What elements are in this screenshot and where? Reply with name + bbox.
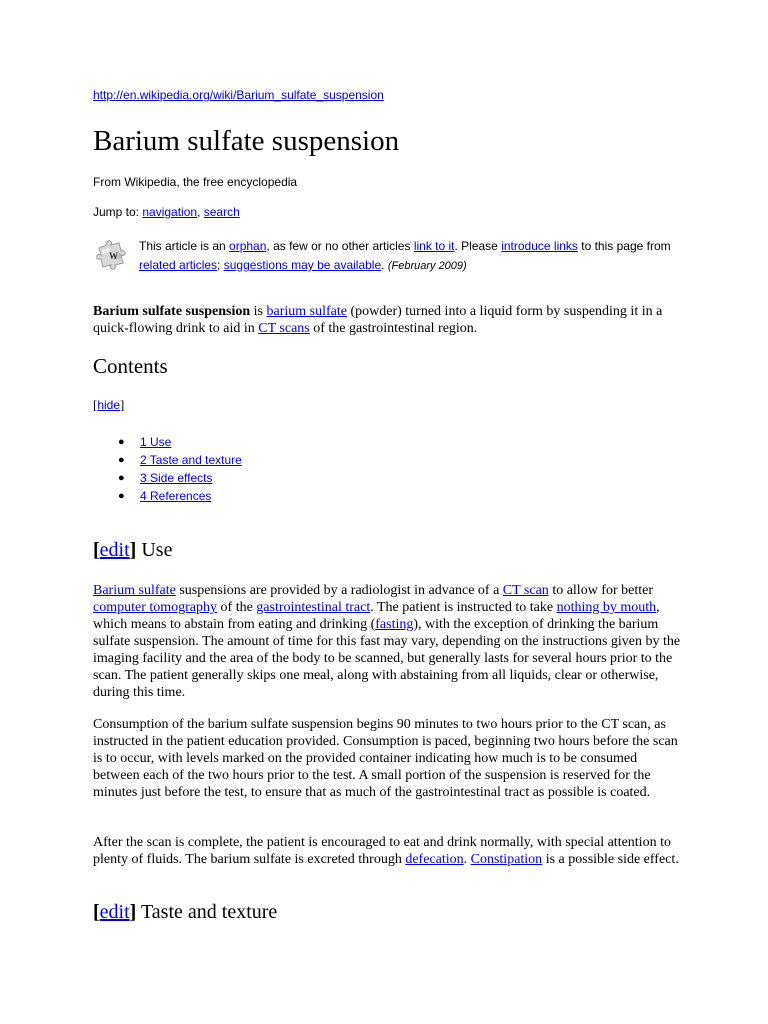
contents-hide-toggle <box>93 397 124 413</box>
intro-text-3: of the gastrointestinal region. <box>309 321 478 336</box>
use-p1-text-2: to allow for better <box>548 583 653 598</box>
toc-item <box>118 469 242 487</box>
introduce-links-link[interactable]: introduce links <box>501 239 578 253</box>
use-paragraph-3 <box>93 834 683 868</box>
use-paragraph-1 <box>93 582 683 701</box>
edit-close-bracket: ] <box>129 901 137 923</box>
toc-item <box>118 487 242 505</box>
use-p3-text-2: . <box>463 852 471 867</box>
toc-link-use[interactable]: 1 Use <box>140 435 172 449</box>
hide-link[interactable]: hide <box>97 398 121 412</box>
use-p3-text-3: is a possible side effect. <box>542 852 679 867</box>
suggestions-link[interactable]: suggestions may be available <box>223 258 382 272</box>
barium-sulfate-link-2[interactable]: Barium sulfate <box>93 583 176 598</box>
edit-taste-link[interactable]: edit <box>99 901 130 923</box>
use-p1-text-1: suspensions are provided by a radiologist in advance of a <box>175 583 503 598</box>
constipation-link[interactable]: Constipation <box>470 852 543 867</box>
table-of-contents <box>118 433 242 505</box>
notice-text-1: This article is an <box>139 239 230 253</box>
intro-paragraph <box>93 303 683 337</box>
use-p1-text-5: , which means to abstain from eating and drinking ( <box>93 600 660 632</box>
jump-navigation-link[interactable]: navigation <box>142 205 198 219</box>
ct-scans-link[interactable]: CT scans <box>258 321 310 336</box>
use-p1-text-3: of the <box>217 600 257 615</box>
page-url-link[interactable]: http://en.wikipedia.org/wiki/Barium_sulfate_suspension <box>93 88 384 102</box>
notice-text-6: . <box>381 258 388 272</box>
orphan-notice-text <box>139 237 679 276</box>
toc-bullet: ● <box>118 454 125 466</box>
wikipedia-puzzle-icon <box>93 236 131 274</box>
fasting-link[interactable]: fasting <box>375 617 414 632</box>
use-paragraph-2: Consumption of the barium sulfate suspension begins 90 minutes to two hours prior to the CT scan, as instructed in the patient education provided. Consumption is paced, beginning two hours before the scan is to occur, with levels marked on the provided container indicating how much is to be consumed between each of the two hours prior to the test. A small portion of the suspension is reserved for the minutes just before the test, to ensure that as much of the gastrointestinal tract as possible is coated. <box>93 717 678 800</box>
contents-heading: Contents <box>93 354 168 378</box>
related-articles-link[interactable]: related articles <box>139 258 218 272</box>
page-url[interactable] <box>93 88 384 102</box>
jump-to-label: Jump to: <box>93 205 143 219</box>
hide-open-bracket: [ <box>93 397 98 412</box>
section-title-taste-and-texture: Taste and texture <box>136 901 278 923</box>
intro-bold-term: Barium sulfate suspension <box>93 304 251 319</box>
jump-separator: , <box>197 205 204 219</box>
notice-text-2: , as few or no other articles <box>266 239 414 253</box>
link-to-it-link[interactable]: link to it <box>413 239 455 253</box>
section-heading-use <box>93 539 172 562</box>
page-subtitle: From Wikipedia, the free encyclopedia <box>93 175 298 189</box>
toc-item <box>118 433 242 451</box>
intro-text-2: (powder) turned into a liquid form by suspending it in a quick-flowing drink to aid in <box>93 304 663 336</box>
toc-bullet: ● <box>118 472 125 484</box>
use-p3-text-1: After the scan is complete, the patient is encouraged to eat and drink normally, with special attention to plenty of fluids. The barium sulfate is excreted through <box>93 835 671 867</box>
notice-text-5: ; <box>217 258 224 272</box>
orphan-link[interactable]: orphan <box>229 239 267 253</box>
edit-close-bracket: ] <box>129 539 137 561</box>
section-heading-taste-and-texture <box>93 901 277 924</box>
notice-text-3: . Please <box>454 239 502 253</box>
toc-item <box>118 451 242 469</box>
jump-search-link[interactable]: search <box>203 205 240 219</box>
edit-use-link[interactable]: edit <box>99 539 130 561</box>
toc-bullet: ● <box>118 490 125 502</box>
use-p1-text-6: ), with the exception of drinking the barium sulfate suspension. The amount of time for this fast may vary, depending on the instructions given by the imaging facility and the area of the body to be scanned, but generally lasts for several hours prior to the scan. The patient generally skips one meal, along with abstaining from all liquids, clear or otherwise, during this time. <box>93 617 681 700</box>
jump-to-bar <box>93 205 240 219</box>
toc-link-taste-and-texture[interactable]: 2 Taste and texture <box>140 453 242 467</box>
gastrointestinal-tract-link[interactable]: gastrointestinal tract <box>256 600 371 615</box>
use-p1-text-4: . The patient is instructed to take <box>370 600 557 615</box>
svg-text:W: W <box>109 251 118 261</box>
nothing-by-mouth-link[interactable]: nothing by mouth <box>556 600 657 615</box>
barium-sulfate-link[interactable]: barium sulfate <box>266 304 347 319</box>
edit-open-bracket: [ <box>93 539 100 561</box>
toc-bullet: ● <box>118 436 125 448</box>
notice-text-4: to this page from <box>577 239 671 253</box>
toc-link-side-effects[interactable]: 3 Side effects <box>140 471 213 485</box>
notice-date: (February 2009) <box>387 260 467 272</box>
ct-scan-link[interactable]: CT scan <box>502 583 549 598</box>
edit-open-bracket: [ <box>93 901 100 923</box>
hide-close-bracket: ] <box>120 397 125 412</box>
computer-tomography-link[interactable]: computer tomography <box>93 600 218 615</box>
toc-link-references[interactable]: 4 References <box>140 489 212 503</box>
page-title: Barium sulfate suspension <box>93 125 400 157</box>
section-title-use: Use <box>136 539 173 561</box>
intro-text-1: is <box>250 304 267 319</box>
defecation-link[interactable]: defecation <box>405 852 464 867</box>
